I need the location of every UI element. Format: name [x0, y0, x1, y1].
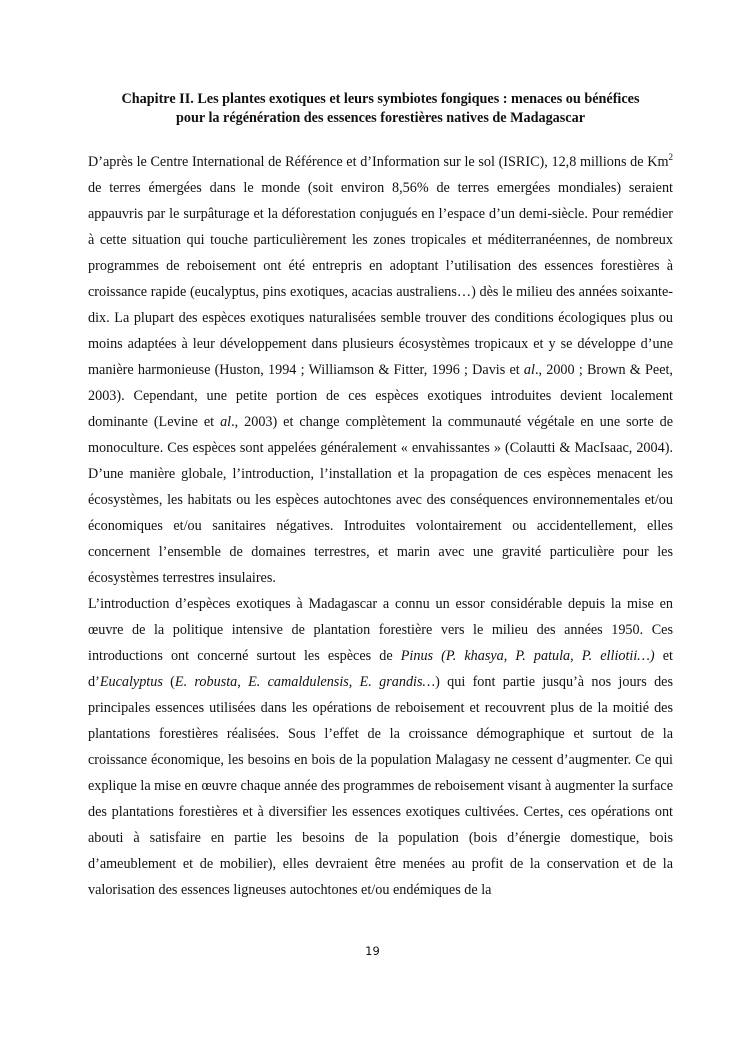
- chapter-title-line-2: pour la régénération des essences forestières natives de Madagascar: [175, 110, 585, 126]
- paragraph-2-text-a: L’introduction d’espèces exotiques à Madagascar a connu un essor considérable depuis la mise en œuvre de la politique intensive de plantation forestière vers le milieu des années 1950. Ces introductions ont concerné surtout les espèces de: [88, 596, 673, 664]
- page-number: 19: [365, 944, 380, 958]
- eucalyptus-species-italic: E. robusta, E. camaldulensis, E. grandis…: [174, 674, 436, 690]
- chapter-title-line-1: Chapitre II. Les plantes exotiques et leurs symbiotes fongiques : menaces ou bénéfices: [121, 91, 640, 107]
- paragraph-1-text-a: D’après le Centre International de Référence et d’Information sur le sol (ISRIC), 12,8 millions de Km: [88, 154, 669, 170]
- pinus-species-italic: Pinus (P. khasya, P. patula, P. elliotii…): [400, 648, 655, 664]
- km-squared-superscript: 2: [668, 152, 673, 162]
- paragraph-1: [88, 149, 673, 591]
- paragraph-1-text-d: ., 2003) et change complètement la communauté végétale en une sorte de monoculture. Ces espèces sont appelées généralement « envahissantes » (Colautti & MacIsaac, 2004). D’une manière globale, l’introduction, l’installation et la propagation de ces espèces menacent les écosystèmes, les habitats ou les espèces autochtones avec des conséquences environnementales et/ou économiques et/ou sanitaires négatives. Introduites volontairement ou accidentellement, elles concernent l’ensemble de domaines terrestres, et marin avec une gravité particulière pour les écosystèmes terrestres insulaires.: [88, 414, 674, 586]
- paragraph-2-text-b: et d’: [88, 648, 673, 690]
- et-al-italic-1: al: [523, 362, 535, 378]
- eucalyptus-italic: Eucalyptus: [99, 674, 163, 690]
- paragraph-1-text-c: ., 2000 ; Brown & Peet, 2003). Cependant, une petite portion de ces espèces exotiques introduites devient localement dominante (Levine et: [88, 362, 673, 430]
- paragraph-2-text-c: (: [162, 674, 175, 690]
- paragraph-2-text-d: ) qui font partie jusqu’à nos jours des principales essences utilisées dans les opérations de reboisement et recouvrent plus de la moitié des plantations forestières réalisées. Sous l’effet de la croissance démographique et surtout de la croissance économique, les besoins en bois de la population Malagasy ne cessent d’augmenter. Ce qui explique la mise en œuvre chaque année des programmes de reboisement visant à augmenter la surface des plantations forestières et à diversifier les essences exotiques cultivées. Certes, ces opérations ont abouti à satisfaire en partie les besoins de la population (bois d’énergie domestique, bois d’ameublement et de mobilier), elles devraient être menées au profit de la conservation et de la valorisation des essences ligneuses autochtones et/ou endémiques de la: [88, 674, 673, 898]
- chapter-title: [88, 90, 673, 128]
- et-al-italic-2: al: [220, 414, 232, 430]
- paragraph-2: [88, 591, 673, 903]
- paragraph-1-text-b: de terres émergées dans le monde (soit environ 8,56% de terres emergées mondiales) seraient appauvris par le surpâturage et la déforestation conjugués en l’espace d’un demi-siècle. Pour remédier à cette situation qui touche particulièrement les zones tropicales et méditerranéennes, de nombreux programmes de reboisement ont été entrepris en adoptant l’utilisation des essences forestières à croissance rapide (eucalyptus, pins exotiques, acacias australiens…) dès le milieu des années soixante-dix. La plupart des espèces exotiques naturalisées semble trouver des conditions écologiques plus ou moins adaptées à leur développement dans plusieurs écosystèmes tropicaux et y se développe d’une manière harmonieuse (Huston, 1994 ; Williamson & Fitter, 1996 ; Davis et: [88, 180, 673, 378]
- document-page: [88, 90, 673, 903]
